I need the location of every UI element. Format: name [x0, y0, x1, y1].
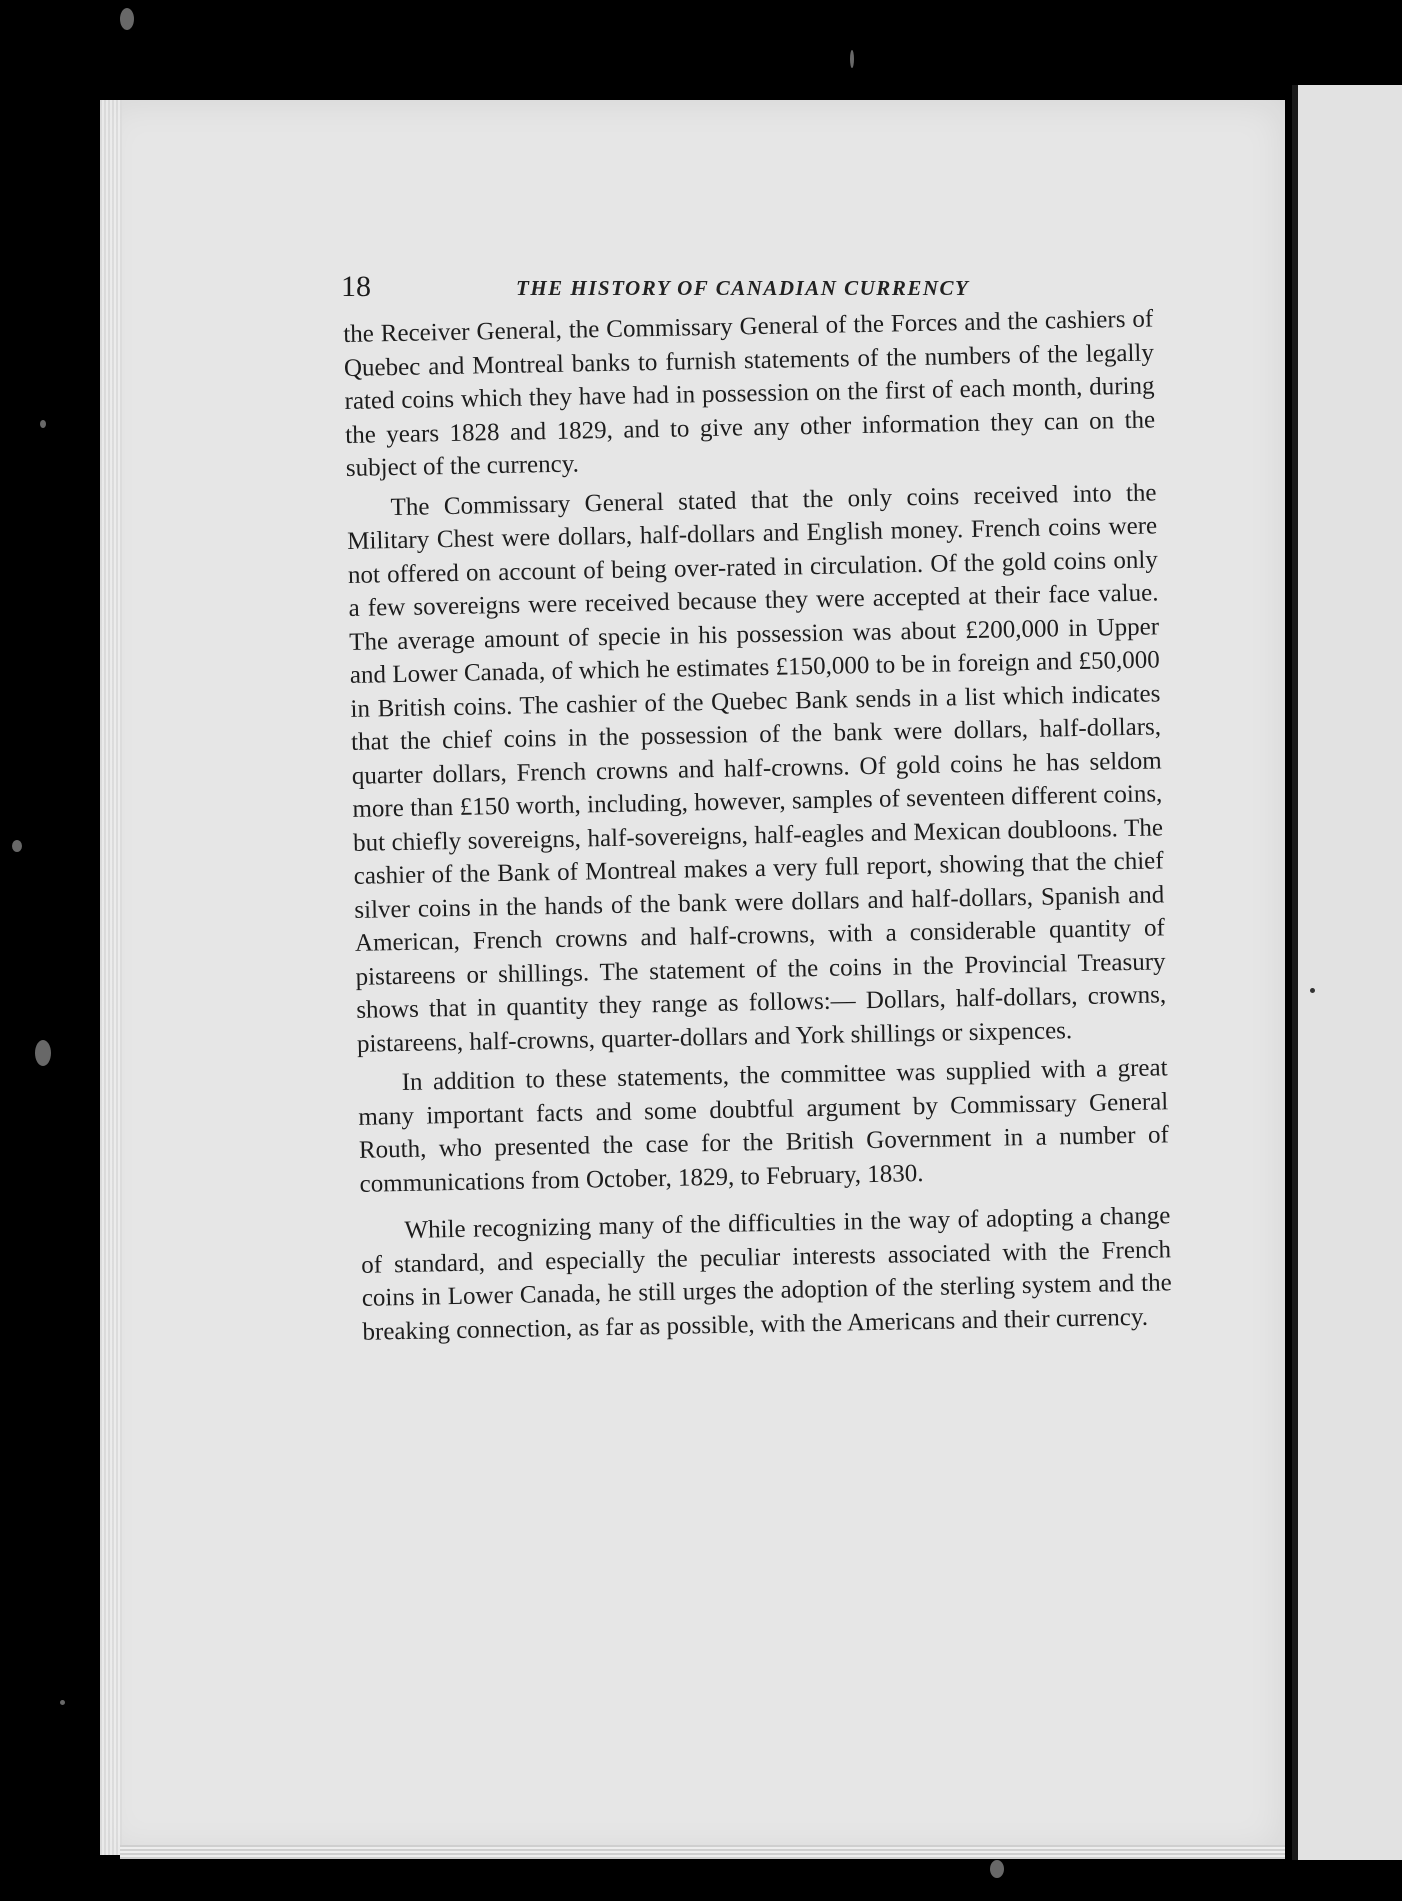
paragraph: In addition to these statements, the committee was supplied with a great many important facts and some doubtful argument by Commissary General Routh, who presented the case for the British Government in a number of communications from October, 1829, to February, 1830.	[358, 1054, 1170, 1198]
gutter-shadow	[1292, 85, 1298, 1860]
paragraph: the Receiver General, the Commissary General of the Forces and the cashiers of Quebec and Montreal banks to furnish statements of the numbers of the legally rated coins which they have had in possession on the first of each month, during the years 1828 and 1829, and to give any other information they can on the subject of the currency.	[343, 305, 1156, 482]
paragraph: The Commissary General stated that the only coins received into the Military Chest were dollars, half-dollars and English money. French coins were not offered on account of being over-rated in circulation. Of the gold coins only a few sovereigns were received because they were accepted at their face value. The average amount of specie in his possession was about £200,000 in Upper and Lower Canada, of which he estimates £150,000 to be in foreign and £50,000 in British coins. The cashier of the Quebec Bank sends in a list which indicates that the chief coins in the possession of the bank were dollars, half-dollars, quarter dollars, French crowns and half-crowns. Of gold coins he has seldom more than £150 worth, including, however, samples of seventeen different coins, but chiefly sovereigns, half-sovereigns, half-eagles and Mexican doubloons. The cashier of the Bank of Montreal makes a very full report, showing that the chief silver coins in the hands of the bank were dollars and half-dollars, Spanish and American, French crowns and half-crowns, with a considerable quantity of pistareens or shillings. The statement of the coins in the Provincial Treasury shows that in quantity they range as follows:— Dollars, half-dollars, crowns, pistareens, half-crowns, quarter-dollars and York shillings or sixpences.	[347, 478, 1167, 1058]
scan-speck	[850, 50, 854, 68]
scan-speck	[990, 1860, 1004, 1878]
scan-speck	[120, 8, 134, 30]
running-title: THE HISTORY OF CANADIAN CURRENCY	[516, 276, 970, 300]
paragraph: While recognizing many of the difficulties in the way of adopting a change of standard, and especially the peculiar interests associated with the French coins in Lower Canada, he still urges the adoption of the sterling system and the breaking connection, as far as possible, with the Americans and their currency.	[360, 1202, 1172, 1346]
page-number: 18	[341, 270, 371, 303]
scan-speck	[60, 1700, 65, 1705]
adjacent-page	[1295, 85, 1402, 1860]
body-text	[343, 302, 1173, 1354]
scan-speck	[40, 420, 46, 428]
scan-speck	[12, 840, 22, 852]
page-edge-left	[100, 100, 122, 1855]
page-edge-bottom	[120, 1845, 1285, 1859]
scan-speck	[35, 1040, 51, 1066]
scan-speck	[1310, 988, 1315, 993]
